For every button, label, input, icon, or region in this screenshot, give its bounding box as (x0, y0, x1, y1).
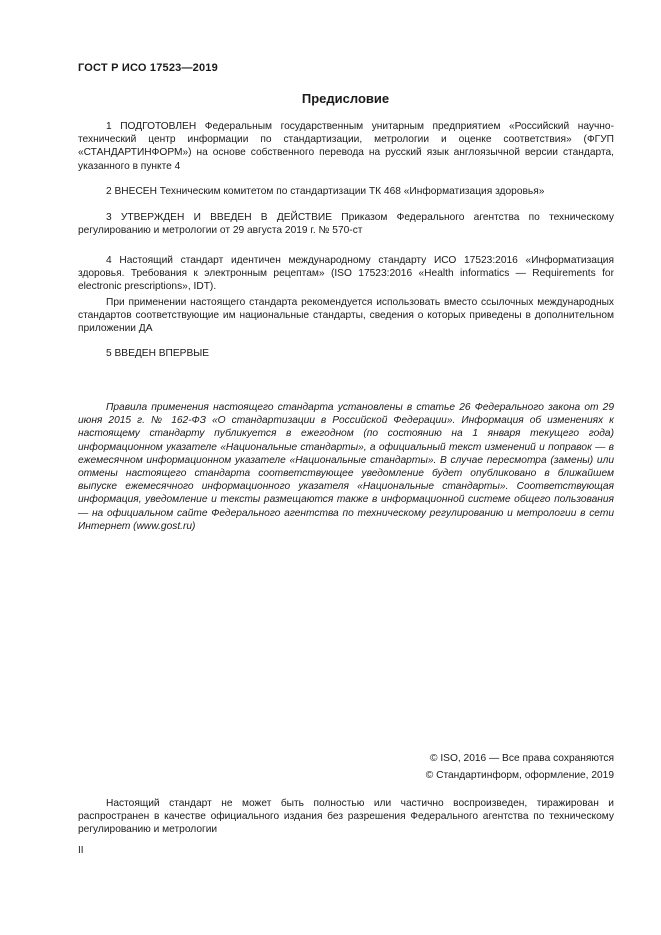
page-title: Предисловие (301, 91, 390, 106)
document-code: ГОСТ Р ИСО 17523—2019 (78, 62, 218, 74)
paragraph-2-submitted: 2 ВНЕСЕН Техническим комитетом по стандартизации ТК 468 «Информатизация здоровья» (106, 186, 545, 197)
copyright-block (380, 750, 614, 784)
paragraph-1-prepared: 1 ПОДГОТОВЛЕН Федеральным государственным унитарным предприятием «Российский научно-технический центр информации по стандартизации, метрологии и оценке соответствия» (ФГУП «СТАНДАРТИНФОРМ») на основе собственного перевода на русский язык англоязычной версии стандарта, указанного в пункте 4 (78, 121, 614, 172)
paragraph-4-identical: 4 Настоящий стандарт идентичен международному стандарту ИСО 17523:2016 «Информатизация здоровья. Требования к электронным рецептам» (ISO 17523:2016 «Health informatics — Requirements for electronic prescriptions», IDT). (78, 255, 614, 293)
paragraph-4-national-standards: При применении настоящего стандарта рекомендуется использовать вместо ссылочных международных стандартов соответствующие им национальные стандарты, сведения о которых приведены в дополнительном приложении ДА (78, 297, 614, 335)
paragraph-5-introduced: 5 ВВЕДЕН ВПЕРВЫЕ (106, 348, 210, 359)
page-number: II (78, 845, 84, 856)
copyright-iso: © ISO, 2016 — Все права сохраняются (430, 753, 614, 764)
copyright-standartinform: © Стандартинформ, оформление, 2019 (425, 770, 614, 781)
paragraph-3-approved: 3 УТВЕРЖДЕН И ВВЕДЕН В ДЕЙСТВИЕ Приказом Федерального агентства по техническому регулированию и метрологии от 29 августа 2019 г. № 570-ст (78, 212, 614, 237)
application-rules-notice: Правила применения настоящего стандарта установлены в статье 26 Федерального закона от 29 июня 2015 г. № 162-ФЗ «О стандартизации в Российской Федерации». Информация об изменениях к настоящему стандарту публикуется в ежегодном (по состоянию на 1 января текущего года) информационном указателе «Национальные стандарты», а официальный текст изменений и поправок — в ежемесячном информационном указателе «Национальные стандарты». В случае пересмотра (замены) или отмены настоящего стандарта соответствующее уведомление будет опубликовано в ближайшем выпуске ежемесячного информационного указателя «Национальные стандарты». Соответствующая информация, уведомление и тексты размещаются также в информационной системе общего пользования — на официальном сайте Федерального агентства по техническому регулированию и метрологии в сети Интернет (www.gost.ru) (78, 402, 614, 532)
reproduction-notice: Настоящий стандарт не может быть полностью или частично воспроизведен, тиражирован и распространен в качестве официального издания без разрешения Федерального агентства по техническому регулированию и метрологии (78, 798, 614, 836)
